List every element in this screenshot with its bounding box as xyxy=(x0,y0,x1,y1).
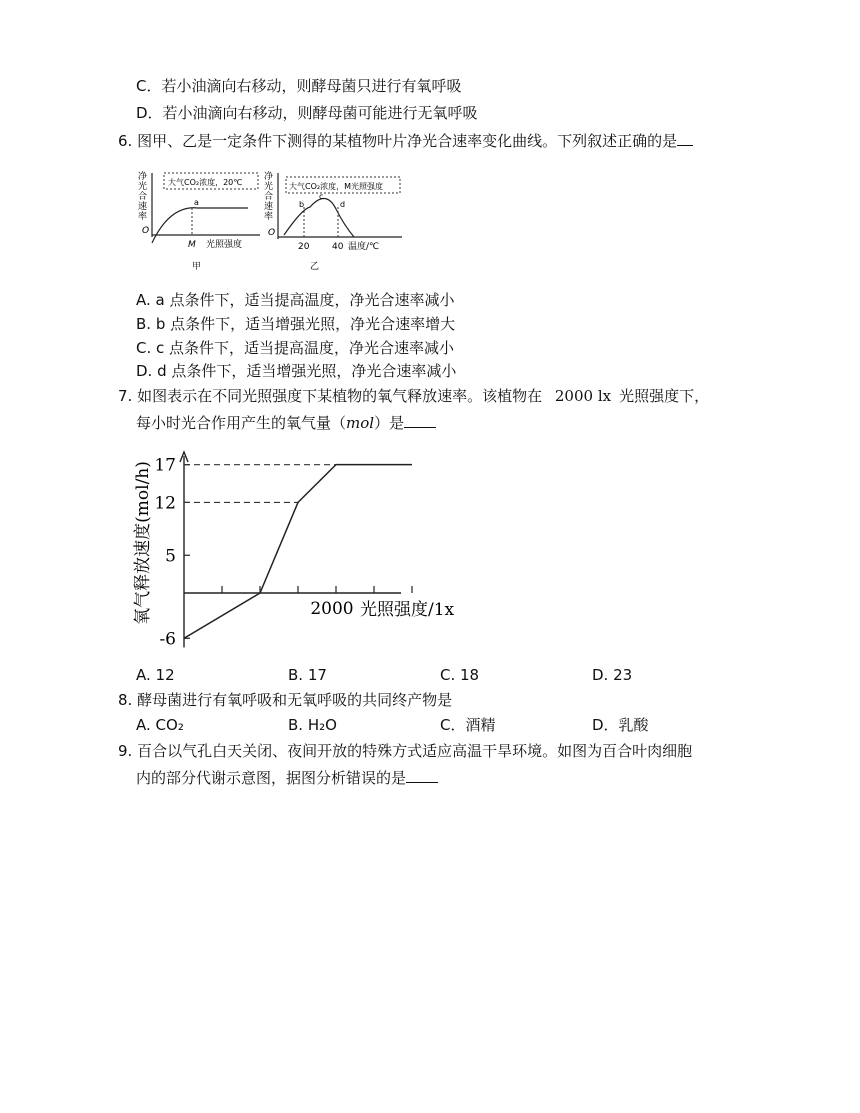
q8-option-b: B. H₂O xyxy=(288,716,337,734)
q6-stem xyxy=(118,130,693,151)
q7-option-a: A. 12 xyxy=(136,666,175,684)
point-d-label: d xyxy=(340,200,346,209)
q7-stem2-text-b: ）是 xyxy=(374,414,405,432)
xtick-m: M xyxy=(188,240,196,250)
q9-stem-line2 xyxy=(136,767,438,788)
xlabel-yi: 温度/℃ xyxy=(348,242,380,252)
point-c-label: c xyxy=(319,192,324,201)
q6-option-b: B. b 点条件下，适当增强光照，净光合速率增大 xyxy=(136,315,456,333)
q8-option-a: A. CO₂ xyxy=(136,716,184,734)
figure-jia xyxy=(130,165,265,277)
q7-option-d: D. 23 xyxy=(592,666,633,684)
answer-blank xyxy=(406,767,438,783)
ylabel-char: 净 xyxy=(138,172,148,182)
q6-stem-text: 6. 图甲、乙是一定条件下测得的某植物叶片净光合速率变化曲线。下列叙述正确的是 xyxy=(118,132,678,150)
origin-label: O xyxy=(268,228,276,238)
q5-option-d: D．若小油滴向右移动，则酵母菌可能进行无氧呼吸 xyxy=(136,104,478,122)
answer-blank xyxy=(404,412,436,428)
q7-stem-line1 xyxy=(118,386,709,406)
y-tick-label: -6 xyxy=(159,629,176,650)
point-a-label: a xyxy=(194,198,199,207)
ylabel-char: 率 xyxy=(138,212,148,222)
curve-jia xyxy=(152,208,248,243)
answer-blank xyxy=(677,130,693,146)
caption-yi: 乙 xyxy=(310,262,320,272)
q7-stem2-text: 每小时光合作用产生的氧气量（ xyxy=(136,414,347,432)
x-axis-label: 光照强度/1x xyxy=(360,600,455,620)
q7-light-value-text: 2000 lx xyxy=(554,387,612,405)
y-tick-label: 12 xyxy=(154,493,176,514)
ylabel-char: 率 xyxy=(264,212,274,222)
condition-text: 大气CO₂浓度，20℃ xyxy=(168,178,243,187)
figure-yi xyxy=(262,165,422,277)
q7-option-b: B. 17 xyxy=(288,666,327,684)
q8-option-c: C．酒精 xyxy=(440,716,496,734)
oxygen-release-chart xyxy=(126,448,476,652)
ylabel-char: 光 xyxy=(264,182,274,192)
caption-jia: 甲 xyxy=(192,262,202,272)
q7-stem-text: 7. 如图表示在不同光照强度下某植物的氧气释放速率。该植物在 xyxy=(118,387,543,405)
y-tick-label: 17 xyxy=(154,455,176,476)
q5-option-c: C．若小油滴向右移动，则酵母菌只进行有氧呼吸 xyxy=(136,77,462,95)
point-b-label: b xyxy=(299,200,305,209)
q7-stem-text-b: 光照强度下， xyxy=(619,387,710,405)
xtick-40: 40 xyxy=(332,242,344,252)
q8-option-d: D．乳酸 xyxy=(592,716,649,734)
ylabel-char: 光 xyxy=(138,182,148,192)
q6-option-c: C. c 点条件下，适当提高温度，净光合速率减小 xyxy=(136,339,455,357)
condition-text: 大气CO₂浓度，M光照强度 xyxy=(289,182,383,191)
y-tick-label: 5 xyxy=(165,546,176,567)
xtick-20: 20 xyxy=(298,242,310,252)
q6-option-d: D. d 点条件下，适当增强光照，净光合速率减小 xyxy=(136,362,457,380)
q9-stem2-text: 内的部分代谢示意图，据图分析错误的是 xyxy=(136,769,407,787)
q7-option-c: C. 18 xyxy=(440,666,480,684)
y-axis-label: 氧气释放速度(mol/h) xyxy=(133,461,153,625)
q9-stem-line1: 9. 百合以气孔白天关闭、夜间开放的特殊方式适应高温干旱环境。如图为百合叶肉细胞 xyxy=(118,742,693,760)
ylabel-char: 速 xyxy=(264,202,274,212)
q6-option-a: A. a 点条件下，适当提高温度，净光合速率减小 xyxy=(136,291,455,309)
q7-unit: mol xyxy=(346,414,375,432)
q8-stem: 8. 酵母菌进行有氧呼吸和无氧呼吸的共同终产物是 xyxy=(118,691,453,709)
x-tick-label: 2000 xyxy=(310,599,354,619)
origin-label: O xyxy=(142,226,150,236)
ylabel-char: 净 xyxy=(264,172,274,182)
ylabel-char: 合 xyxy=(264,192,274,202)
ylabel-char: 合 xyxy=(138,192,148,202)
q7-stem-line2 xyxy=(136,412,436,433)
xlabel-jia: 光照强度 xyxy=(206,240,243,250)
q7-light-value xyxy=(555,387,611,405)
ylabel-char: 速 xyxy=(138,202,148,212)
